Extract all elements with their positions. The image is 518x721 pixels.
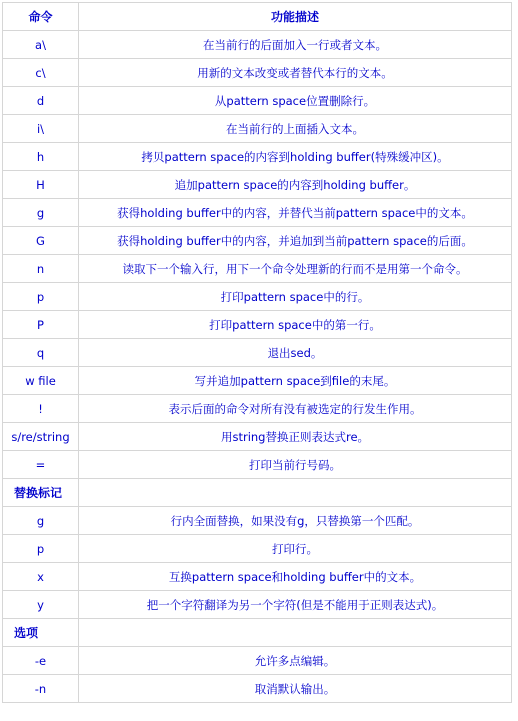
description-cell: 获得holding buffer中的内容，并追加到当前pattern space的后面。 bbox=[79, 227, 512, 255]
command-cell: h bbox=[3, 143, 79, 171]
command-cell: ! bbox=[3, 395, 79, 423]
command-cell: P bbox=[3, 311, 79, 339]
table-row bbox=[3, 339, 512, 367]
table-row bbox=[3, 451, 512, 479]
command-cell: d bbox=[3, 87, 79, 115]
table-row bbox=[3, 31, 512, 59]
description-cell: 表示后面的命令对所有没有被选定的行发生作用。 bbox=[79, 395, 512, 423]
table-row bbox=[3, 283, 512, 311]
table-row bbox=[3, 563, 512, 591]
table-row bbox=[3, 199, 512, 227]
table-row bbox=[3, 675, 512, 703]
table-row bbox=[3, 59, 512, 87]
description-cell: 获得holding buffer中的内容，并替代当前pattern space中的文本。 bbox=[79, 199, 512, 227]
description-cell: 写并追加pattern space到file的末尾。 bbox=[79, 367, 512, 395]
command-cell: s/re/string bbox=[3, 423, 79, 451]
description-cell: 用新的文本改变或者替代本行的文本。 bbox=[79, 59, 512, 87]
command-cell: i\ bbox=[3, 115, 79, 143]
command-cell: -n bbox=[3, 675, 79, 703]
description-cell: 允许多点编辑。 bbox=[79, 647, 512, 675]
header-command: 命令 bbox=[3, 3, 79, 31]
description-cell: 打印pattern space中的行。 bbox=[79, 283, 512, 311]
description-cell: 在当前行的上面插入文本。 bbox=[79, 115, 512, 143]
table-row bbox=[3, 367, 512, 395]
command-cell: p bbox=[3, 535, 79, 563]
command-cell: y bbox=[3, 591, 79, 619]
options-section-title: 选项 bbox=[3, 619, 79, 647]
command-cell: = bbox=[3, 451, 79, 479]
table-row bbox=[3, 143, 512, 171]
flags-section-empty-cell bbox=[79, 479, 512, 507]
table-body bbox=[3, 3, 512, 703]
table-row bbox=[3, 591, 512, 619]
table-row bbox=[3, 255, 512, 283]
command-cell: G bbox=[3, 227, 79, 255]
command-cell: n bbox=[3, 255, 79, 283]
command-cell: g bbox=[3, 199, 79, 227]
table-row bbox=[3, 115, 512, 143]
command-cell: -e bbox=[3, 647, 79, 675]
description-cell: 用string替换正则表达式re。 bbox=[79, 423, 512, 451]
command-cell: w file bbox=[3, 367, 79, 395]
flags-section-title: 替换标记 bbox=[3, 479, 79, 507]
description-cell: 从pattern space位置删除行。 bbox=[79, 87, 512, 115]
table-row bbox=[3, 423, 512, 451]
table-row bbox=[3, 227, 512, 255]
flags-section-row bbox=[3, 479, 512, 507]
command-cell: g bbox=[3, 507, 79, 535]
table-row bbox=[3, 395, 512, 423]
table-row bbox=[3, 87, 512, 115]
command-cell: a\ bbox=[3, 31, 79, 59]
command-cell: x bbox=[3, 563, 79, 591]
options-section-row bbox=[3, 619, 512, 647]
sed-command-reference bbox=[2, 2, 512, 703]
header-description: 功能描述 bbox=[79, 3, 512, 31]
description-cell: 在当前行的后面加入一行或者文本。 bbox=[79, 31, 512, 59]
description-cell: 打印当前行号码。 bbox=[79, 451, 512, 479]
table-header-row bbox=[3, 3, 512, 31]
command-cell: q bbox=[3, 339, 79, 367]
description-cell: 互换pattern space和holding buffer中的文本。 bbox=[79, 563, 512, 591]
table-row bbox=[3, 171, 512, 199]
description-cell: 读取下一个输入行，用下一个命令处理新的行而不是用第一个命令。 bbox=[79, 255, 512, 283]
command-cell: c\ bbox=[3, 59, 79, 87]
options-section-empty-cell bbox=[79, 619, 512, 647]
description-cell: 打印行。 bbox=[79, 535, 512, 563]
table-row bbox=[3, 647, 512, 675]
table-row bbox=[3, 535, 512, 563]
description-cell: 打印pattern space中的第一行。 bbox=[79, 311, 512, 339]
command-table bbox=[2, 2, 512, 703]
description-cell: 行内全面替换，如果没有g，只替换第一个匹配。 bbox=[79, 507, 512, 535]
description-cell: 取消默认输出。 bbox=[79, 675, 512, 703]
description-cell: 拷贝pattern space的内容到holding buffer(特殊缓冲区)。 bbox=[79, 143, 512, 171]
command-cell: p bbox=[3, 283, 79, 311]
command-cell: H bbox=[3, 171, 79, 199]
table-row bbox=[3, 507, 512, 535]
table-row bbox=[3, 311, 512, 339]
description-cell: 退出sed。 bbox=[79, 339, 512, 367]
description-cell: 把一个字符翻译为另一个字符(但是不能用于正则表达式)。 bbox=[79, 591, 512, 619]
description-cell: 追加pattern space的内容到holding buffer。 bbox=[79, 171, 512, 199]
